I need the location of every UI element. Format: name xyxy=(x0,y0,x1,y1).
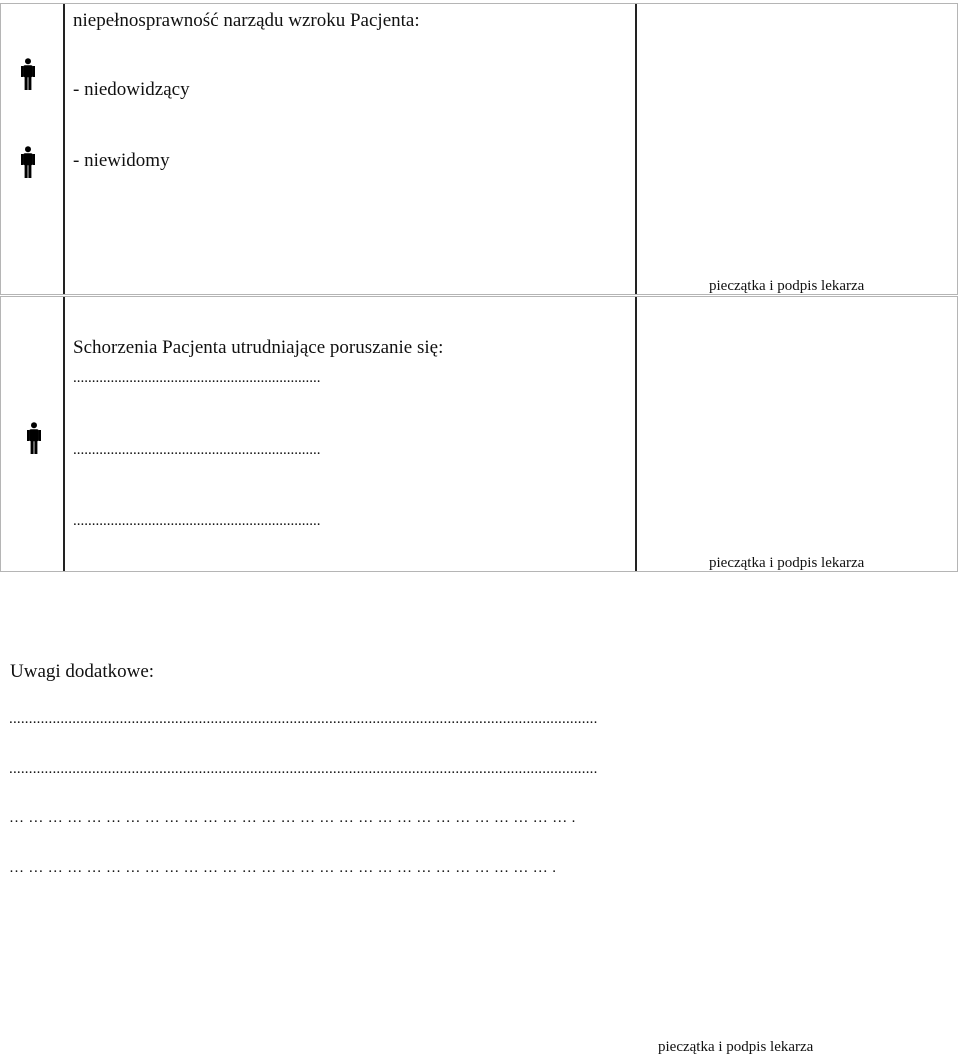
remarks-line[interactable]: ……………………………………………………………………………. xyxy=(9,811,580,826)
fill-in-line[interactable]: .................................................................. xyxy=(73,370,321,386)
stamp-signature-label: pieczątka i podpis lekarza xyxy=(709,555,865,571)
option-blind[interactable]: - niewidomy xyxy=(73,150,170,171)
mobility-conditions-table xyxy=(0,296,958,572)
remarks-heading: Uwagi dodatkowe: xyxy=(10,661,155,682)
remarks-line[interactable]: …………………………………………………………………………. xyxy=(9,861,561,876)
fill-in-line[interactable]: .................................................................. xyxy=(73,442,321,458)
mobility-stamp-column xyxy=(637,297,957,571)
person-icon[interactable] xyxy=(21,146,35,178)
fill-in-line[interactable]: .................................................................. xyxy=(73,513,321,529)
mobility-icon-column xyxy=(1,297,65,571)
person-icon[interactable] xyxy=(21,58,35,90)
stamp-signature-label: pieczątka i podpis lekarza xyxy=(658,1039,814,1055)
vision-stamp-column xyxy=(637,4,957,294)
stamp-signature-label: pieczątka i podpis lekarza xyxy=(709,278,865,294)
person-icon[interactable] xyxy=(27,422,41,454)
vision-impairment-table xyxy=(0,3,958,295)
mobility-heading: Schorzenia Pacjenta utrudniające poruszanie się: xyxy=(73,337,444,358)
remarks-line[interactable]: ..................................................................................................................................................... xyxy=(9,762,598,777)
vision-options-column xyxy=(65,4,637,294)
vision-heading: niepełnosprawność narządu wzroku Pacjenta: xyxy=(73,10,420,31)
option-low-vision[interactable]: - niedowidzący xyxy=(73,79,190,100)
vision-icon-column xyxy=(1,4,65,294)
remarks-line[interactable]: ..................................................................................................................................................... xyxy=(9,712,598,727)
mobility-details-column xyxy=(65,297,637,571)
